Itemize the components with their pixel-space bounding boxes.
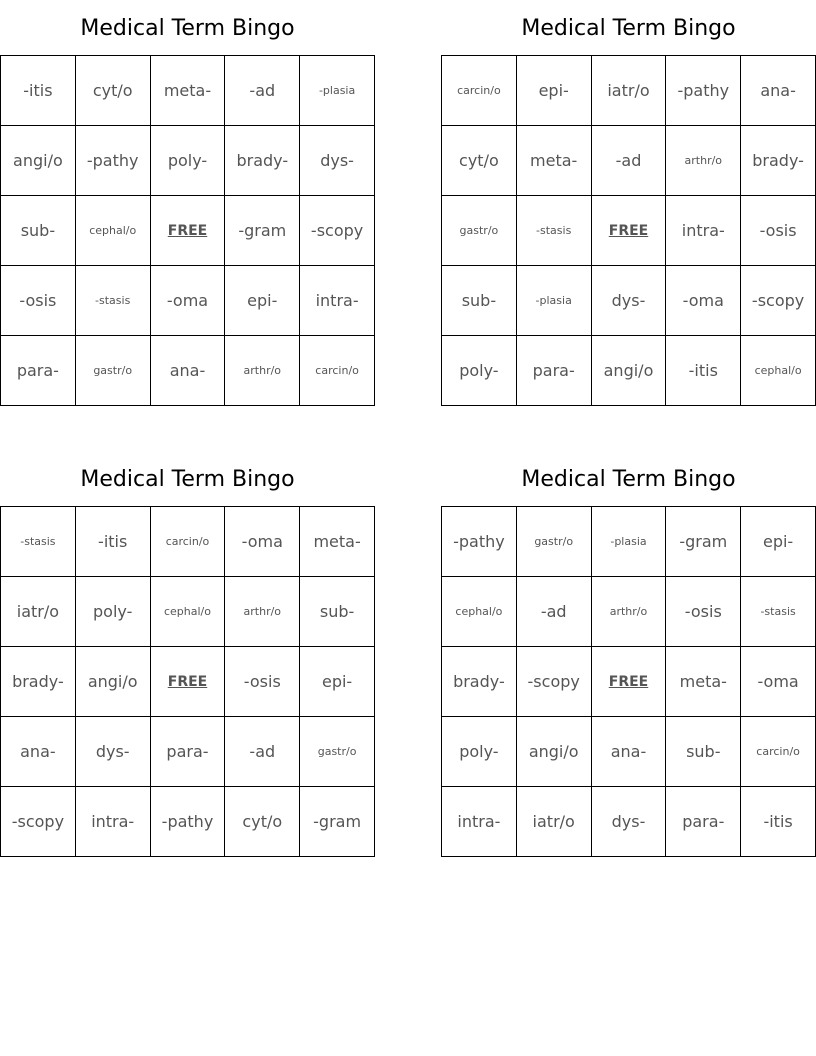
bingo-cell: ana- xyxy=(1,717,76,787)
grid-row xyxy=(442,336,816,406)
bingo-cell: epi- xyxy=(516,56,591,126)
bingo-cell: -pathy xyxy=(75,126,150,196)
bingo-cell: sub- xyxy=(1,196,76,266)
bingo-cell: -gram xyxy=(666,507,741,577)
bingo-cell: -scopy xyxy=(300,196,375,266)
bingo-cell: -osis xyxy=(225,647,300,717)
grid-row xyxy=(1,196,375,266)
free-space: FREE xyxy=(591,647,666,717)
bingo-cell: -oma xyxy=(225,507,300,577)
card-title: Medical Term Bingo xyxy=(521,467,736,492)
bingo-cell: -itis xyxy=(666,336,741,406)
grid-row xyxy=(1,336,375,406)
bingo-cell: -ad xyxy=(225,56,300,126)
bingo-cell: gastr/o xyxy=(300,717,375,787)
bingo-cell: gastr/o xyxy=(516,507,591,577)
bingo-cell: cyt/o xyxy=(442,126,517,196)
bingo-cell: brady- xyxy=(225,126,300,196)
bingo-cell: arthr/o xyxy=(225,336,300,406)
bingo-cell: iatr/o xyxy=(1,577,76,647)
bingo-cell: meta- xyxy=(300,507,375,577)
bingo-cell: cephal/o xyxy=(741,336,816,406)
free-space: FREE xyxy=(150,647,225,717)
bingo-cell: carcin/o xyxy=(300,336,375,406)
grid-row xyxy=(442,196,816,266)
bingo-cell: angi/o xyxy=(75,647,150,717)
grid-row xyxy=(442,577,816,647)
free-space: FREE xyxy=(150,196,225,266)
bingo-cell: -itis xyxy=(741,787,816,857)
bingo-cell: cephal/o xyxy=(75,196,150,266)
bingo-cell: sub- xyxy=(442,266,517,336)
bingo-cell: cephal/o xyxy=(150,577,225,647)
bingo-cell: dys- xyxy=(591,787,666,857)
bingo-cell: dys- xyxy=(300,126,375,196)
bingo-cell: -itis xyxy=(1,56,76,126)
bingo-cell: -plasia xyxy=(516,266,591,336)
bingo-cell: -pathy xyxy=(666,56,741,126)
bingo-cell: ana- xyxy=(591,717,666,787)
bingo-cell: meta- xyxy=(150,56,225,126)
bingo-cell: epi- xyxy=(741,507,816,577)
bingo-cell: -ad xyxy=(591,126,666,196)
bingo-cell: poly- xyxy=(442,336,517,406)
bingo-cell: intra- xyxy=(442,787,517,857)
bingo-cell: poly- xyxy=(75,577,150,647)
grid-row xyxy=(1,266,375,336)
bingo-cell: epi- xyxy=(225,266,300,336)
bingo-cell: carcin/o xyxy=(741,717,816,787)
card-title: Medical Term Bingo xyxy=(80,467,295,492)
bingo-cell: -gram xyxy=(300,787,375,857)
grid-row xyxy=(1,507,375,577)
bingo-cell: meta- xyxy=(516,126,591,196)
bingo-cell: -osis xyxy=(666,577,741,647)
card-title: Medical Term Bingo xyxy=(80,16,295,41)
bingo-cell: sub- xyxy=(666,717,741,787)
grid-row xyxy=(1,717,375,787)
bingo-cell: brady- xyxy=(1,647,76,717)
bingo-cell: cyt/o xyxy=(75,56,150,126)
bingo-cell: dys- xyxy=(591,266,666,336)
bingo-cell: brady- xyxy=(741,126,816,196)
bingo-cell: -pathy xyxy=(150,787,225,857)
bingo-grid xyxy=(0,506,375,857)
bingo-cell: dys- xyxy=(75,717,150,787)
bingo-cell: -stasis xyxy=(1,507,76,577)
bingo-grid xyxy=(441,506,816,857)
bingo-cell: gastr/o xyxy=(442,196,517,266)
bingo-cell: ana- xyxy=(150,336,225,406)
bingo-card-2 xyxy=(441,0,816,406)
bingo-cell: iatr/o xyxy=(516,787,591,857)
grid-row xyxy=(1,577,375,647)
bingo-cell: poly- xyxy=(442,717,517,787)
bingo-cell: -stasis xyxy=(75,266,150,336)
bingo-cell: sub- xyxy=(300,577,375,647)
bingo-cell: meta- xyxy=(666,647,741,717)
grid-row xyxy=(442,266,816,336)
bingo-cell: -oma xyxy=(741,647,816,717)
bingo-cell: -scopy xyxy=(516,647,591,717)
grid-row xyxy=(442,787,816,857)
bingo-cell: para- xyxy=(516,336,591,406)
bingo-cell: angi/o xyxy=(1,126,76,196)
bingo-cell: ana- xyxy=(741,56,816,126)
bingo-card-3 xyxy=(0,451,375,857)
grid-row xyxy=(442,56,816,126)
bingo-cell: -gram xyxy=(225,196,300,266)
bingo-card-1 xyxy=(0,0,375,406)
grid-row xyxy=(442,647,816,717)
grid-row xyxy=(442,126,816,196)
bingo-cell: -oma xyxy=(666,266,741,336)
bingo-cell: -plasia xyxy=(591,507,666,577)
bingo-cell: angi/o xyxy=(591,336,666,406)
bingo-cell: arthr/o xyxy=(666,126,741,196)
bingo-grid xyxy=(441,55,816,406)
free-space: FREE xyxy=(591,196,666,266)
bingo-cell: -ad xyxy=(516,577,591,647)
bingo-cell: intra- xyxy=(75,787,150,857)
bingo-cell: gastr/o xyxy=(75,336,150,406)
bingo-cell: carcin/o xyxy=(150,507,225,577)
card-title: Medical Term Bingo xyxy=(521,16,736,41)
bingo-cell: intra- xyxy=(300,266,375,336)
bingo-cell: -osis xyxy=(1,266,76,336)
bingo-cell: -stasis xyxy=(516,196,591,266)
bingo-cell: para- xyxy=(1,336,76,406)
grid-row xyxy=(1,126,375,196)
grid-row xyxy=(442,717,816,787)
bingo-cell: intra- xyxy=(666,196,741,266)
grid-row xyxy=(1,787,375,857)
bingo-cell: -plasia xyxy=(300,56,375,126)
bingo-cell: -stasis xyxy=(741,577,816,647)
bingo-cell: -oma xyxy=(150,266,225,336)
bingo-cell: arthr/o xyxy=(225,577,300,647)
bingo-cell: arthr/o xyxy=(591,577,666,647)
bingo-cell: para- xyxy=(150,717,225,787)
bingo-cell: brady- xyxy=(442,647,517,717)
bingo-card-4 xyxy=(441,451,816,857)
bingo-cell: -pathy xyxy=(442,507,517,577)
bingo-cell: poly- xyxy=(150,126,225,196)
grid-row xyxy=(442,507,816,577)
bingo-cell: iatr/o xyxy=(591,56,666,126)
bingo-cell: -scopy xyxy=(1,787,76,857)
bingo-cell: -osis xyxy=(741,196,816,266)
bingo-cell: para- xyxy=(666,787,741,857)
bingo-cell: angi/o xyxy=(516,717,591,787)
grid-row xyxy=(1,647,375,717)
bingo-cell: cyt/o xyxy=(225,787,300,857)
bingo-grid xyxy=(0,55,375,406)
bingo-cell: -scopy xyxy=(741,266,816,336)
bingo-cell: -ad xyxy=(225,717,300,787)
bingo-cell: carcin/o xyxy=(442,56,517,126)
bingo-cell: epi- xyxy=(300,647,375,717)
bingo-cell: cephal/o xyxy=(442,577,517,647)
bingo-cell: -itis xyxy=(75,507,150,577)
grid-row xyxy=(1,56,375,126)
